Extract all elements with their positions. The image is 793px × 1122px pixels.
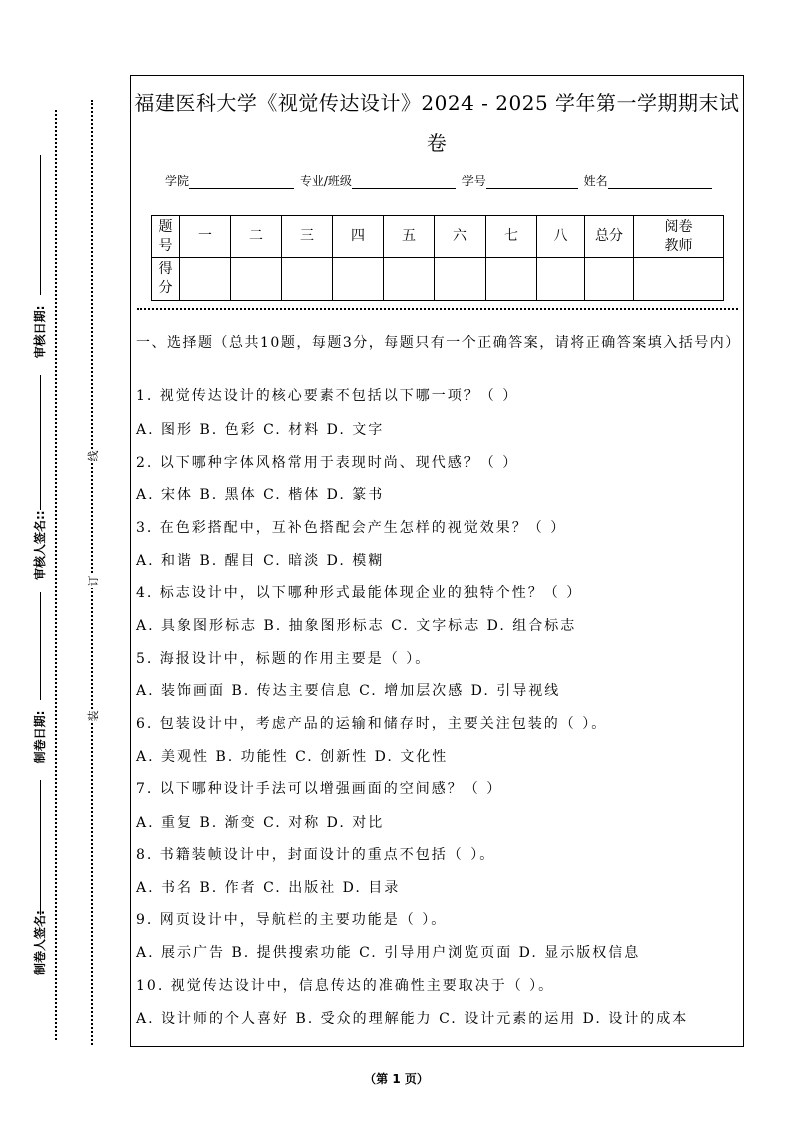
question-3-options: A. 和谐 B. 醒目 C. 暗淡 D. 模糊 (136, 553, 385, 569)
question-4: 4. 标志设计中，以下哪种形式最能体现企业的独特个性？（ ） (136, 585, 583, 601)
score-cell[interactable] (537, 258, 585, 301)
score-cell-reviewer[interactable] (634, 258, 724, 301)
score-table (151, 215, 724, 301)
question-3: 3. 在色彩搭配中，互补色搭配会产生怎样的视觉效果？（ ） (136, 520, 567, 536)
score-col-8: 八 (537, 216, 585, 258)
question-10: 10. 视觉传达设计中，信息传达的准确性主要取决于（ ）。 (136, 978, 555, 994)
question-7: 7. 以下哪种设计手法可以增强画面的空间感？（ ） (136, 781, 503, 797)
score-cell[interactable] (435, 258, 486, 301)
reviewer-signature-line (40, 375, 41, 510)
score-col-1: 一 (180, 216, 231, 258)
score-cell[interactable] (231, 258, 282, 301)
binding-char-line: 线 (87, 450, 100, 462)
major-class-field[interactable] (352, 174, 456, 189)
score-table-score-row (152, 258, 724, 301)
score-col-7: 七 (486, 216, 537, 258)
score-col-5: 五 (384, 216, 435, 258)
binding-char-zhuang: 装 (87, 710, 100, 722)
question-7-options: A. 重复 B. 渐变 C. 对称 D. 对比 (136, 815, 385, 831)
score-table-row-label: 题 号 (152, 216, 180, 258)
name-field[interactable] (608, 174, 712, 189)
score-cell[interactable] (486, 258, 537, 301)
score-col-4: 四 (333, 216, 384, 258)
question-9: 9. 网页设计中，导航栏的主要功能是（ ）。 (136, 912, 448, 928)
reviewer-date-label: 审核日期: (33, 305, 47, 359)
binding-dotted-line-inner (55, 110, 57, 1040)
header-separator (137, 308, 738, 310)
question-8-options: A. 书名 B. 作者 C. 出版社 D. 目录 (136, 880, 401, 896)
student-info-row (165, 172, 714, 189)
exam-title-line1: 福建医科大学《视觉传达设计》2024 - 2025 学年第一学期期末试 (134, 91, 740, 115)
score-cell-total[interactable] (585, 258, 634, 301)
section-heading: 一、选择题（总共10题，每题3分，每题只有一个正确答案，请将正确答案填入括号内） (136, 335, 741, 351)
score-col-3: 三 (282, 216, 333, 258)
binding-dotted-line-outer (91, 100, 93, 1045)
question-9-options: A. 展示广告 B. 提供搜索功能 C. 引导用户浏览页面 D. 显示版权信息 (136, 945, 641, 961)
reviewer-date-line (40, 155, 41, 295)
exam-title-line2: 卷 (426, 131, 448, 155)
score-col-6: 六 (435, 216, 486, 258)
score-col-total: 总分 (585, 216, 634, 258)
major-label: 专业/班级 (299, 174, 352, 188)
score-cell[interactable] (333, 258, 384, 301)
question-4-options: A. 具象图形标志 B. 抽象图形标志 C. 文字标志 D. 组合标志 (136, 618, 577, 634)
score-cell[interactable] (180, 258, 231, 301)
score-cell[interactable] (384, 258, 435, 301)
question-1: 1. 视觉传达设计的核心要素不包括以下哪一项？（ ） (136, 388, 519, 404)
maker-date-label: 制卷日期: (33, 710, 47, 764)
college-label: 学院 (165, 174, 190, 188)
score-col-2: 二 (231, 216, 282, 258)
score-row-label: 得 分 (152, 258, 180, 301)
question-1-options: A. 图形 B. 色彩 C. 材料 D. 文字 (136, 422, 385, 438)
binding-char-ding: 订 (87, 575, 100, 587)
exam-title (130, 84, 744, 162)
question-5-options: A. 装饰画面 B. 传达主要信息 C. 增加层次感 D. 引导视线 (136, 683, 561, 699)
student-id-label: 学号 (461, 174, 486, 188)
college-field[interactable] (189, 174, 294, 189)
question-8: 8. 书籍装帧设计中，封面设计的重点不包括（ ）。 (136, 847, 496, 863)
maker-signature-label: 制卷人签名: (33, 910, 47, 975)
page-number: （第 1 页） (364, 1072, 429, 1086)
question-2-options: A. 宋体 B. 黑体 C. 楷体 D. 篆书 (136, 487, 385, 503)
question-10-options: A. 设计师的个人喜好 B. 受众的理解能力 C. 设计元素的运用 D. 设计的成本 (136, 1011, 689, 1027)
name-label: 姓名 (583, 174, 608, 188)
student-id-field[interactable] (486, 174, 578, 189)
score-col-reviewer: 阅卷 教师 (634, 216, 724, 258)
question-2: 2. 以下哪种字体风格常用于表现时尚、现代感？（ ） (136, 455, 519, 471)
question-6-options: A. 美观性 B. 功能性 C. 创新性 D. 文化性 (136, 749, 449, 765)
question-5: 5. 海报设计中，标题的作用主要是（ ）。 (136, 651, 432, 667)
maker-signature-line (40, 780, 41, 915)
reviewer-signature-label: 审核人签名:: (33, 510, 47, 580)
question-6: 6. 包装设计中，考虑产品的运输和储存时，主要关注包装的（ ）。 (136, 716, 608, 732)
score-cell[interactable] (282, 258, 333, 301)
maker-date-line (40, 592, 41, 700)
score-table-header-row (152, 216, 724, 258)
